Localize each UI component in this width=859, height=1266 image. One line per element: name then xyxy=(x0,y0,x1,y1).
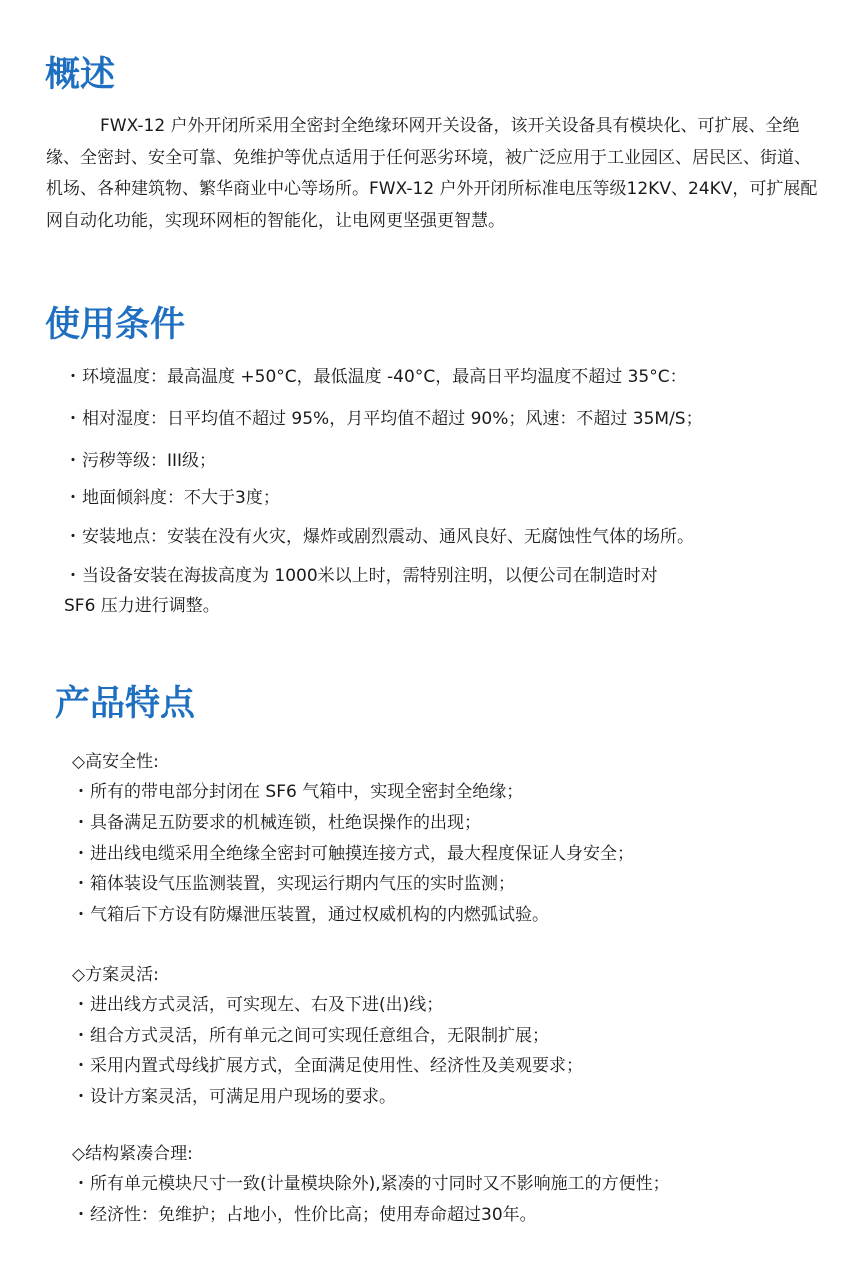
bullet-icon: ・ xyxy=(72,813,90,833)
feature-text: 所有的带电部分封闭在 SF6 气箱中，实现全密封全绝缘； xyxy=(90,782,524,802)
feature-group-heading: ◇结构紧凑合理: xyxy=(72,1144,193,1164)
bullet-icon: ・ xyxy=(72,1174,90,1194)
bullet-icon: ・ xyxy=(72,874,90,894)
condition-item xyxy=(64,526,694,548)
conditions-title: 使用条件 xyxy=(45,305,186,345)
feature-text: 设计方案灵活，可满足用户现场的要求。 xyxy=(90,1087,396,1107)
bullet-icon: ・ xyxy=(72,1026,90,1046)
condition-text: 安装地点：安装在没有火灾，爆炸或剧烈震动、通风良好、无腐蚀性气体的场所。 xyxy=(82,527,694,547)
feature-group-heading: ◇高安全性: xyxy=(72,752,159,772)
bullet-icon: ・ xyxy=(64,527,82,547)
overview-title: 概述 xyxy=(45,55,116,95)
feature-text: 箱体装设气压监测装置，实现运行期内气压的实时监测； xyxy=(90,874,515,894)
condition-item xyxy=(64,487,280,509)
feature-item xyxy=(72,843,634,865)
feature-item xyxy=(72,1086,396,1108)
condition-item xyxy=(64,408,703,430)
bullet-icon: ・ xyxy=(72,905,90,925)
feature-text: 进出线电缆采用全绝缘全密封可触摸连接方式，最大程度保证人身安全； xyxy=(90,844,634,864)
condition-item-continued: SF6 压力进行调整。 xyxy=(64,596,220,616)
bullet-icon: ・ xyxy=(72,844,90,864)
bullet-icon: ・ xyxy=(72,782,90,802)
overview-paragraph: FWX-12 户外开闭所采用全密封全绝缘环网开关设备，该开关设备具有模块化、可扩展、全绝缘、全密封、安全可靠、免维护等优点适用于任何恶劣环境，被广泛应用于工业园区、居民区、街道、机场、各种建筑物、繁华商业中心等场所。FWX-12 户外开闭所标准电压等级12KV、24KV，可扩展配网自动化功能，实现环网柜的智能化，让电网更坚强更智慧。 xyxy=(46,116,818,231)
feature-item xyxy=(72,1025,549,1047)
bullet-icon: ・ xyxy=(64,566,82,586)
condition-item xyxy=(64,565,658,587)
condition-item xyxy=(64,366,687,388)
feature-group-heading: ◇方案灵活: xyxy=(72,965,159,985)
feature-item xyxy=(72,904,549,926)
feature-text: 采用内置式母线扩展方式，全面满足使用性、经济性及美观要求； xyxy=(90,1056,583,1076)
condition-text: 污秽等级：III级； xyxy=(82,451,217,471)
feature-text: 所有单元模块尺寸一致(计量模块除外),紧凑的寸同时又不影响施工的方便性； xyxy=(90,1174,670,1194)
feature-text: 进出线方式灵活，可实现左、右及下进(出)线； xyxy=(90,995,444,1015)
feature-item xyxy=(72,994,443,1016)
feature-item xyxy=(72,781,523,803)
feature-item xyxy=(72,1204,537,1226)
condition-item xyxy=(64,450,216,472)
bullet-icon: ・ xyxy=(64,488,82,508)
condition-text: 当设备安装在海拔高度为 1000米以上时，需特别注明，以便公司在制造时对 xyxy=(82,566,658,586)
features-title: 产品特点 xyxy=(55,684,196,724)
feature-item xyxy=(72,812,481,834)
bullet-icon: ・ xyxy=(64,367,82,387)
condition-text: 环境温度：最高温度 +50°C，最低温度 -40°C，最高日平均温度不超过 35°C： xyxy=(82,367,687,387)
bullet-icon: ・ xyxy=(72,1205,90,1225)
feature-item xyxy=(72,1055,583,1077)
condition-text: 相对湿度：日平均值不超过 95%，月平均值不超过 90%；风速：不超过 35M/S； xyxy=(82,409,703,429)
feature-text: 具备满足五防要求的机械连锁，杜绝误操作的出现； xyxy=(90,813,481,833)
bullet-icon: ・ xyxy=(72,1087,90,1107)
feature-item xyxy=(72,1173,670,1195)
feature-text: 组合方式灵活，所有单元之间可实现任意组合，无限制扩展； xyxy=(90,1026,549,1046)
feature-item xyxy=(72,873,515,895)
bullet-icon: ・ xyxy=(72,1056,90,1076)
feature-text: 气箱后下方设有防爆泄压装置，通过权威机构的内燃弧试验。 xyxy=(90,905,549,925)
condition-text: 地面倾斜度：不大于3度； xyxy=(82,488,280,508)
bullet-icon: ・ xyxy=(64,451,82,471)
bullet-icon: ・ xyxy=(64,409,82,429)
bullet-icon: ・ xyxy=(72,995,90,1015)
feature-text: 经济性：免维护；占地小，性价比高；使用寿命超过30年。 xyxy=(90,1205,537,1225)
